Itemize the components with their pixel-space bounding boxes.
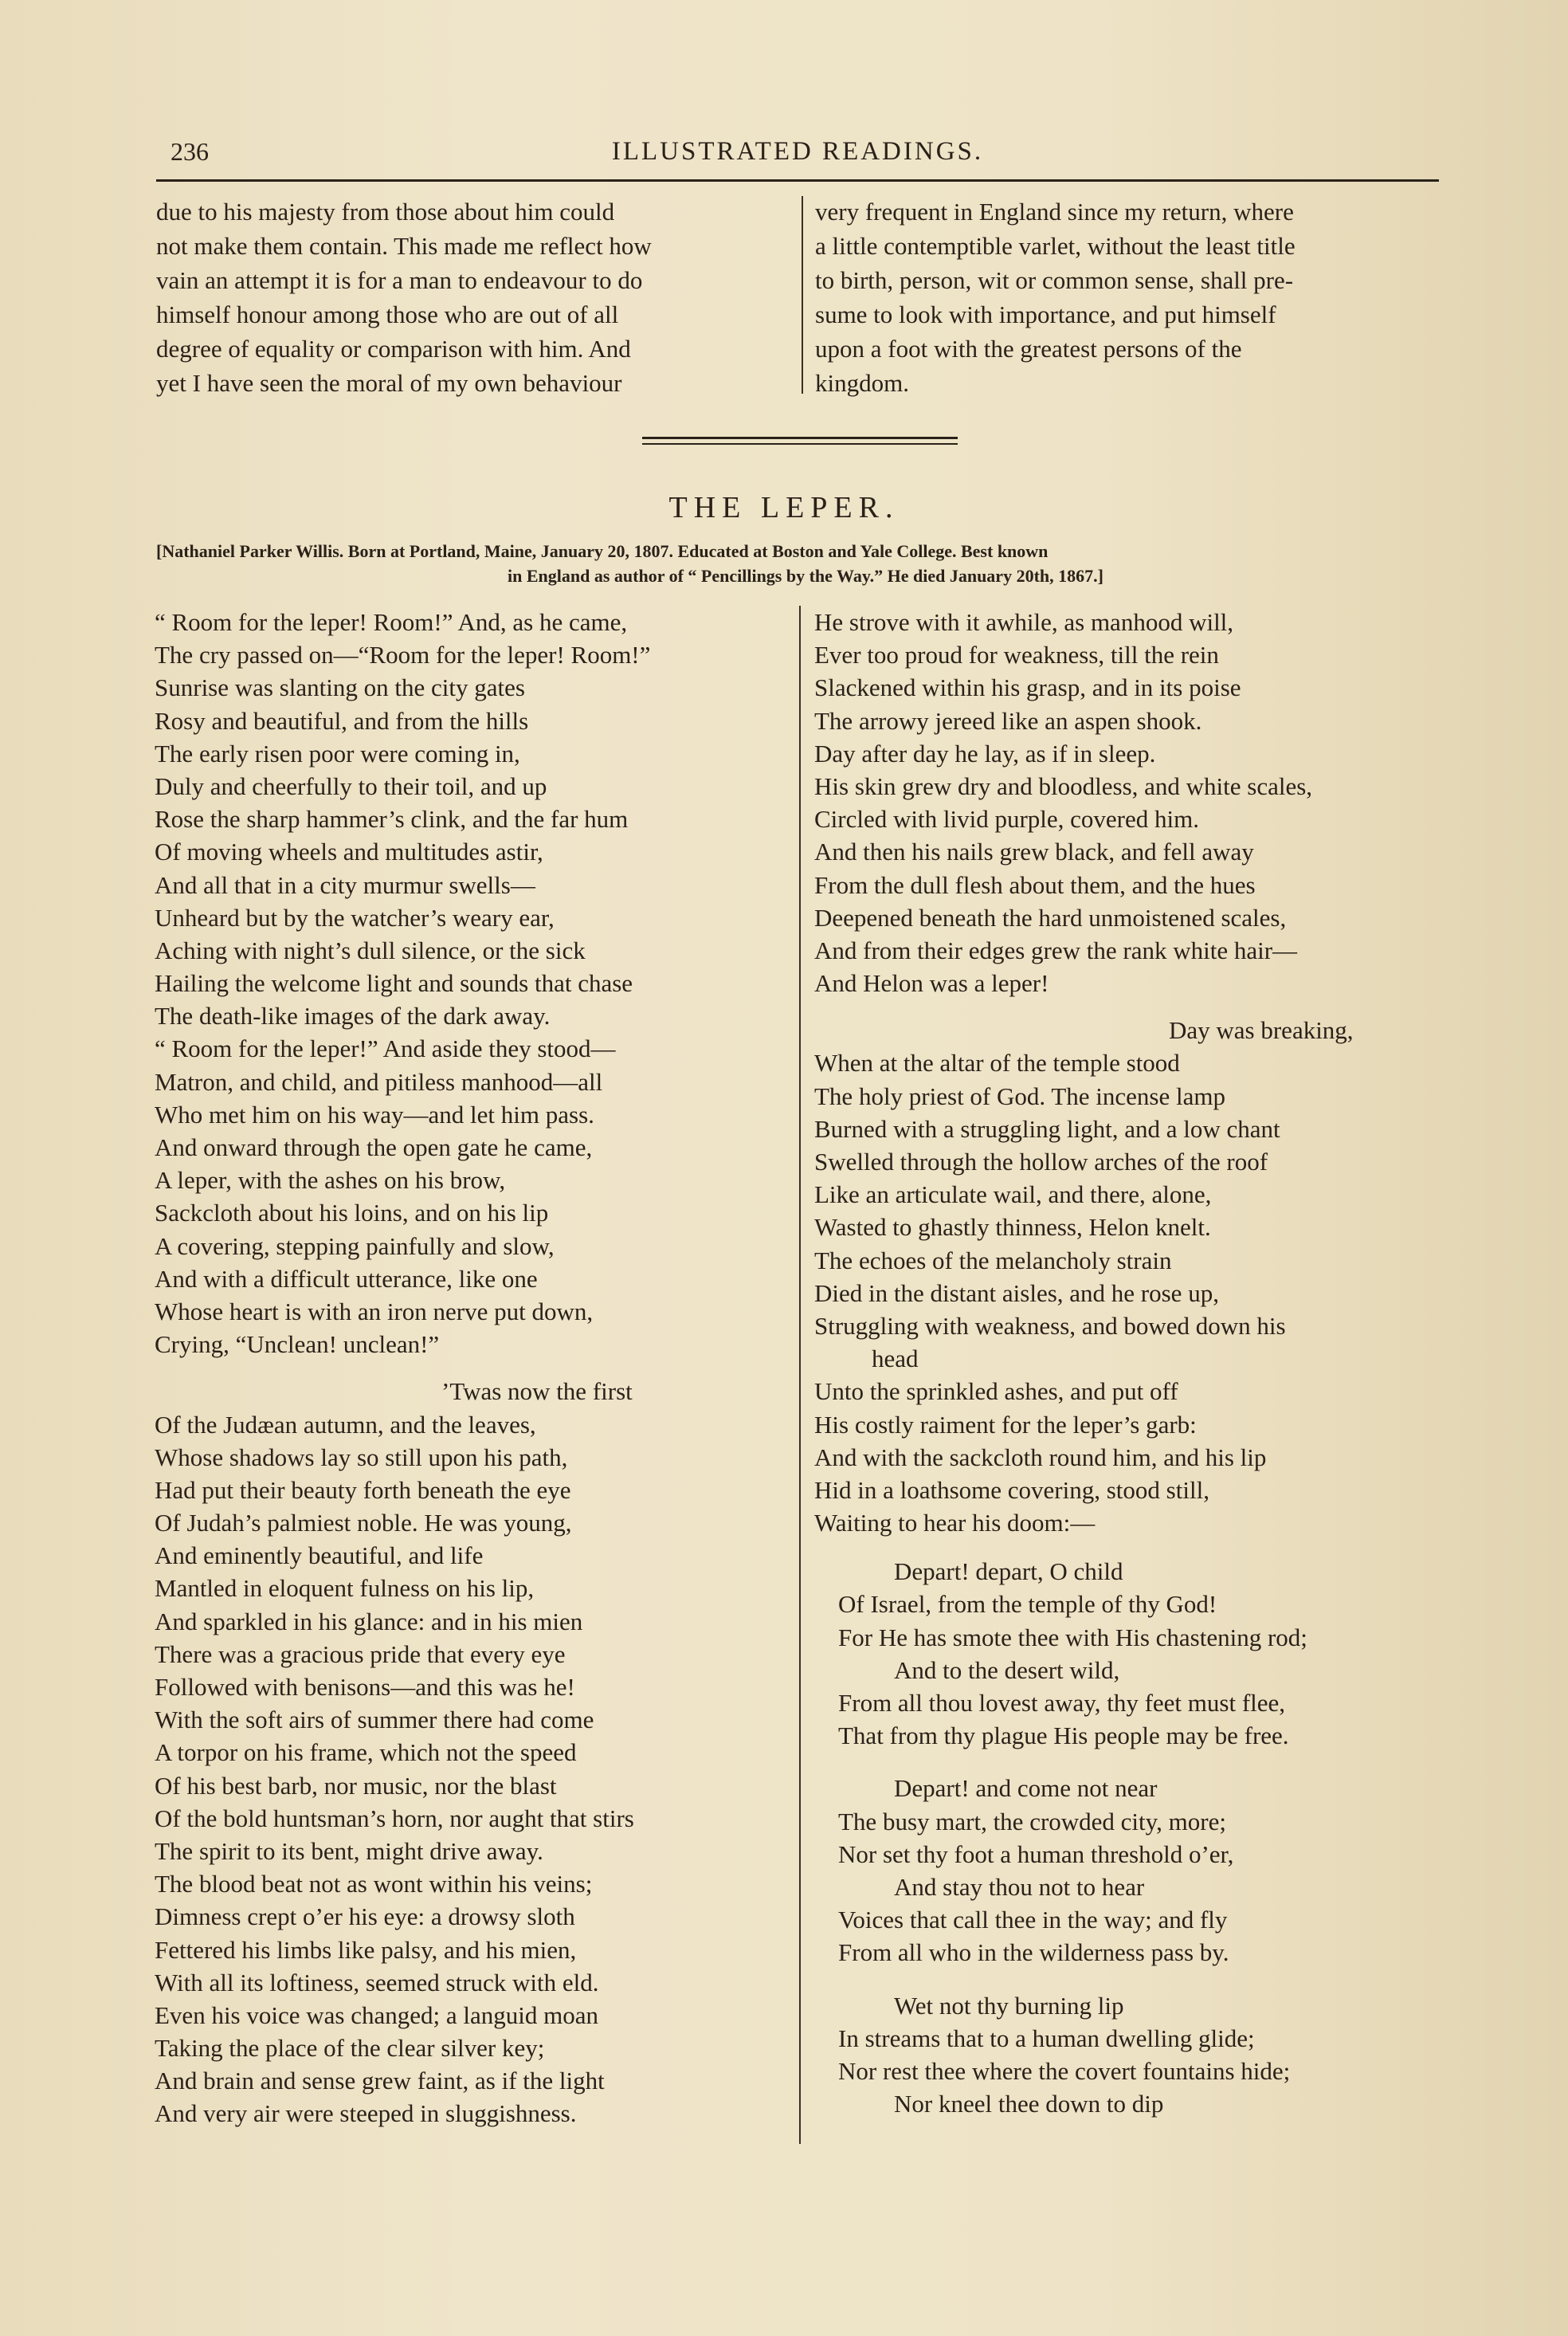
verse-line: And with the sackcloth round him, and his lip — [814, 1443, 1267, 1471]
stanza-line: Nor rest thee where the covert fountains hide; — [838, 2056, 1291, 2085]
verse-line: Hailing the welcome light and sounds that chase — [155, 969, 633, 998]
prose-line: yet I have seen the moral of my own behaviour — [156, 369, 622, 397]
stanza-line: Depart! and come not near — [894, 1774, 1158, 1803]
verse-line: When at the altar of the temple stood — [814, 1049, 1180, 1078]
verse-line: Of moving wheels and multitudes astir, — [155, 838, 543, 866]
stanza-line: And stay thou not to hear — [894, 1872, 1145, 1901]
prose-left-column — [156, 194, 787, 400]
verse-line: Matron, and child, and pitiless manhood—all — [155, 1067, 603, 1096]
verse-line: Rose the sharp hammer’s clink, and the far hum — [155, 805, 629, 834]
verse-line: Rosy and beautiful, and from the hills — [155, 706, 529, 735]
column-divider — [802, 196, 803, 394]
verse-line: The death-like images of the dark away. — [155, 1002, 551, 1031]
prose-line: very frequent in England since my return, where — [815, 198, 1294, 226]
verse-line: Died in the distant aisles, and he rose up, — [814, 1278, 1219, 1307]
verse-line: There was a gracious pride that every eye — [155, 1639, 566, 1668]
verse-line: Mantled in eloquent fulness on his lip, — [155, 1574, 535, 1603]
verse-line: The early risen poor were coming in, — [155, 739, 520, 768]
verse-line: And all that in a city murmur swells— — [155, 870, 535, 899]
verse-line: And eminently beautiful, and life — [155, 1541, 484, 1570]
prose-line: upon a foot with the greatest persons of the — [815, 335, 1242, 363]
verse-line: Deepened beneath the hard unmoistened scales, — [814, 903, 1287, 932]
verse-line: Whose shadows lay so still upon his path, — [155, 1443, 568, 1471]
verse-line: And then his nails grew black, and fell away — [814, 838, 1254, 866]
verse-line: Burned with a struggling light, and a low chant — [814, 1114, 1280, 1143]
prose-line: to birth, person, wit or common sense, shall pre- — [815, 266, 1294, 294]
stanza-line: Wet not thy burning lip — [894, 1991, 1124, 2020]
running-header — [156, 128, 1439, 177]
verse-line-indented: ’Twas now the first — [441, 1377, 633, 1406]
verse-line-continuation: head — [872, 1345, 919, 1373]
verse-line: Aching with night’s dull silence, or the sick — [155, 936, 586, 964]
verse-line: Ever too proud for weakness, till the rein — [814, 641, 1219, 669]
stanza-line: That from thy plague His people may be free. — [838, 1722, 1289, 1750]
verse-line: Fettered his limbs like palsy, and his mien, — [155, 1935, 577, 1964]
stanza-line: Voices that call thee in the way; and fly — [838, 1906, 1228, 1934]
verse-line: Sackcloth about his loins, and on his lip — [155, 1199, 549, 1227]
verse-line: The holy priest of God. The incense lamp — [814, 1082, 1225, 1110]
verse-line: Taking the place of the clear silver key; — [155, 2034, 545, 2063]
verse-line: With all its loftiness, seemed struck with eld. — [155, 1968, 599, 1996]
prose-line: due to his majesty from those about him could — [156, 198, 615, 226]
prose-line: degree of equality or comparison with him. And — [156, 335, 631, 363]
stanza — [814, 1772, 1452, 1969]
verse-line: And from their edges grew the rank white hair— — [814, 936, 1298, 964]
verse-line: Sunrise was slanting on the city gates — [155, 673, 525, 702]
prose-line: sume to look with importance, and put himself — [815, 300, 1276, 328]
stanza — [814, 1989, 1452, 2121]
verse-line: From the dull flesh about them, and the hues — [814, 870, 1256, 899]
running-title: ILLUSTRATED READINGS. — [611, 137, 984, 166]
stanza-gap — [155, 1360, 792, 1375]
verse-line: Of Judah’s palmiest noble. He was young, — [155, 1509, 572, 1537]
stanza-line: For He has smote thee with His chastening rod; — [838, 1623, 1307, 1651]
verse-line: Swelled through the hollow arches of the roof — [814, 1148, 1268, 1176]
verse-line: Slackened within his grasp, and in its poise — [814, 673, 1241, 702]
verse-line: “ Room for the leper! Room!” And, as he came, — [155, 608, 628, 636]
verse-line: Duly and cheerfully to their toil, and up — [155, 771, 547, 800]
stanza-line: The busy mart, the crowded city, more; — [838, 1807, 1226, 1835]
verse-line: With the soft airs of summer there had come — [155, 1706, 594, 1734]
verse-line: Unto the sprinkled ashes, and put off — [814, 1377, 1178, 1406]
page-number: 236 — [171, 137, 209, 166]
stanza-line: Depart! depart, O child — [894, 1557, 1123, 1586]
verse-line: Hid in a loathsome covering, stood still, — [814, 1475, 1209, 1504]
verse-line: Had put their beauty forth beneath the eye — [155, 1475, 571, 1504]
prose-line: a little contemptible varlet, without the least title — [815, 232, 1296, 260]
verse-left-column — [155, 606, 792, 2130]
verse-line: His skin grew dry and bloodless, and white scales, — [814, 771, 1313, 800]
verse-right-column — [814, 606, 1452, 2120]
stanza-line: From all thou lovest away, thy feet must flee, — [838, 1689, 1286, 1717]
prose-line: not make them contain. This made me reflect how — [156, 232, 652, 260]
stanza-line: And to the desert wild, — [894, 1655, 1120, 1684]
verse-line: A torpor on his frame, which not the speed — [155, 1738, 577, 1767]
verse-line: And brain and sense grew faint, as if the light — [155, 2067, 605, 2095]
section-divider — [642, 437, 958, 439]
verse-line: Of the bold huntsman’s horn, nor aught that stirs — [155, 1804, 634, 1832]
stanza — [814, 1555, 1452, 1752]
verse-line: Waiting to hear his doom:— — [814, 1509, 1096, 1537]
verse-line: The blood beat not as wont within his veins; — [155, 1870, 593, 1898]
verse-line: He strove with it awhile, as manhood will, — [814, 608, 1234, 636]
verse-line: Of his best barb, nor music, nor the blast — [155, 1771, 557, 1800]
verse-line: A leper, with the ashes on his brow, — [155, 1166, 506, 1195]
stanza-gap — [814, 999, 1452, 1014]
stanza-line: Nor kneel thee down to dip — [894, 2090, 1164, 2118]
verse-line: The spirit to its bent, might drive away. — [155, 1836, 543, 1865]
prose-right-column — [815, 194, 1452, 400]
verse-line: Who met him on his way—and let him pass. — [155, 1100, 594, 1129]
prose-line: kingdom. — [815, 369, 909, 397]
header-rule — [156, 179, 1439, 182]
verse-line: And onward through the open gate he came, — [155, 1133, 593, 1161]
verse-line: The cry passed on—“Room for the leper! Room!” — [155, 641, 651, 669]
stanza-line: From all who in the wilderness pass by. — [838, 1938, 1229, 1967]
prose-line: himself honour among those who are out of all — [156, 300, 619, 328]
section-divider — [642, 443, 958, 445]
credit-line: in England as author of “ Pencillings by the Way.” He died January 20th, 1867.] — [508, 566, 1103, 586]
verse-line: And Helon was a leper! — [814, 969, 1049, 998]
verse-line: Unheard but by the watcher’s weary ear, — [155, 903, 555, 932]
credit-line: [Nathaniel Parker Willis. Born at Portland, Maine, January 20, 1807. Educated at Boston and Yale College. Best known — [156, 541, 1049, 561]
verse-line: And sparkled in his glance: and in his mien — [155, 1607, 583, 1635]
author-credit — [156, 539, 1455, 588]
verse-line-indented: Day was breaking, — [1169, 1016, 1354, 1045]
verse-line: Whose heart is with an iron nerve put down, — [155, 1297, 594, 1325]
verse-line: A covering, stepping painfully and slow, — [155, 1231, 555, 1260]
verse-line: And with a difficult utterance, like one — [155, 1264, 538, 1293]
poem-title: THE LEPER. — [668, 491, 900, 524]
verse-line: And very air were steeped in sluggishness. — [155, 2099, 577, 2128]
verse-line: Of the Judæan autumn, and the leaves, — [155, 1410, 536, 1439]
verse-line: Like an articulate wail, and there, alone, — [814, 1180, 1212, 1209]
stanza-line: In streams that to a human dwelling glide; — [838, 2024, 1255, 2052]
verse-line: The arrowy jereed like an aspen shook. — [814, 706, 1202, 735]
verse-line: Circled with livid purple, covered him. — [814, 805, 1199, 834]
verse-line: Followed with benisons—and this was he! — [155, 1673, 575, 1701]
verse-line: Crying, “Unclean! unclean!” — [155, 1330, 440, 1359]
verse-line: Dimness crept o’er his eye: a drowsy sloth — [155, 1902, 575, 1931]
stanza-line: Of Israel, from the temple of thy God! — [838, 1590, 1217, 1619]
verse-line: Day after day he lay, as if in sleep. — [814, 739, 1156, 768]
verse-line: The echoes of the melancholy strain — [814, 1246, 1172, 1274]
verse-line: His costly raiment for the leper’s garb: — [814, 1410, 1197, 1439]
column-divider — [799, 606, 801, 2144]
verse-line: Even his voice was changed; a languid moan — [155, 2000, 598, 2029]
verse-line: Wasted to ghastly thinness, Helon knelt. — [814, 1213, 1211, 1242]
stanza-line: Nor set thy foot a human threshold o’er, — [838, 1839, 1234, 1868]
prose-line: vain an attempt it is for a man to endeavour to do — [156, 266, 643, 294]
verse-line: “ Room for the leper!” And aside they stood— — [155, 1035, 616, 1063]
verse-line: Struggling with weakness, and bowed down his — [814, 1311, 1286, 1340]
